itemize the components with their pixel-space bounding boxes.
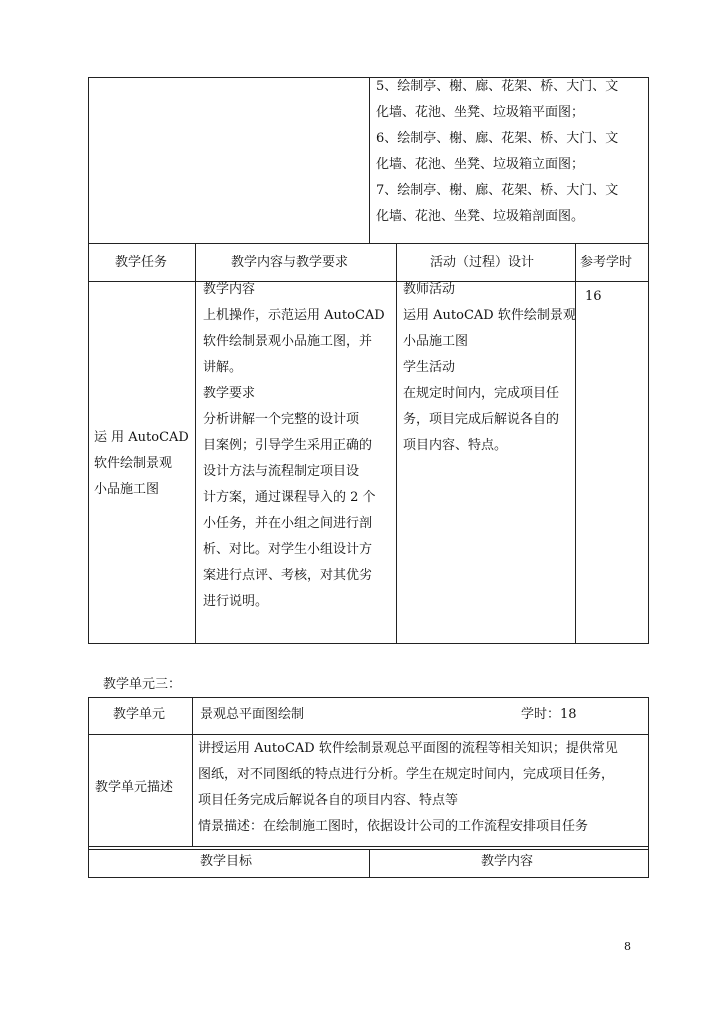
content-line: 案进行点评、考核，对其优劣 <box>203 568 373 583</box>
table-border-right <box>648 77 649 644</box>
header-content: 教学内容与教学要求 <box>231 255 349 270</box>
page-number: 8 <box>624 940 631 953</box>
unit-hours: 学时：18 <box>521 707 577 722</box>
drawing-task-line: 化墙、花池、坐凳、垃圾箱立面图； <box>376 157 585 172</box>
header-hours: 参考学时 <box>580 255 633 270</box>
activity-line: 学生活动 <box>403 360 456 375</box>
desc-line: 情景描述：在绘制施工图时，依据设计公司的工作流程安排项目任务 <box>198 819 589 834</box>
table-rule <box>369 849 370 878</box>
activity-cell <box>403 277 576 459</box>
drawing-task-line: 5、绘制亭、榭、廊、花架、桥、大门、文 <box>376 79 619 94</box>
table-rule <box>88 846 649 847</box>
table-rule <box>369 77 370 244</box>
header-activity: 活动（过程）设计 <box>430 255 535 270</box>
activity-line: 小品施工图 <box>403 334 469 349</box>
table-rule <box>195 243 196 644</box>
activity-line: 项目内容、特点。 <box>403 438 508 453</box>
content-line: 计方案，通过课程导入的 2 个 <box>203 490 376 505</box>
content-line: 设计方法与流程制定项目设 <box>203 464 360 479</box>
table-rule <box>88 734 649 735</box>
content-cell <box>203 277 385 615</box>
table-border-left <box>88 77 89 644</box>
hours-value: 16 <box>585 289 602 304</box>
table-border-bottom <box>88 643 648 644</box>
drawing-tasks-cell <box>376 74 618 230</box>
content-header: 教学内容 <box>481 854 534 869</box>
unit3-heading: 教学单元三： <box>103 677 182 692</box>
desc-label: 教学单元描述 <box>95 780 174 795</box>
drawing-task-line: 化墙、花池、坐凳、垃圾箱平面图； <box>376 105 585 120</box>
desc-line: 图纸，对不同图纸的特点进行分析。学生在规定时间内，完成项目任务， <box>198 767 615 782</box>
content-line: 目案例；引导学生采用正确的 <box>203 438 373 453</box>
activity-line: 在规定时间内，完成项目任 <box>403 386 560 401</box>
content-line: 教学内容 <box>203 282 256 297</box>
desc-line: 讲授运用 AutoCAD 软件绘制景观总平面图的流程等相关知识；提供常见 <box>198 741 618 756</box>
task-line: 运 用 AutoCAD <box>94 430 189 445</box>
table-border-right <box>648 697 649 878</box>
table-rule <box>396 243 397 644</box>
task-line: 软件绘制景观 <box>94 456 173 471</box>
table-border-top <box>88 697 649 698</box>
content-line: 析、对比。对学生小组设计方 <box>203 542 373 557</box>
table-rule <box>192 697 193 847</box>
content-line: 小任务，并在小组之间进行剖 <box>203 516 373 531</box>
task-cell <box>94 425 189 503</box>
task-line: 小品施工图 <box>94 482 160 497</box>
drawing-task-line: 6、绘制亭、榭、廊、花架、桥、大门、文 <box>376 131 619 146</box>
activity-line: 运用 AutoCAD 软件绘制景观 <box>403 308 576 323</box>
content-line: 上机操作，示范运用 AutoCAD <box>203 308 385 323</box>
table-border-left <box>88 697 89 878</box>
table-rule <box>88 243 648 244</box>
activity-line: 务，项目完成后解说各自的 <box>403 412 560 427</box>
unit-label: 教学单元 <box>113 707 166 722</box>
content-line: 分析讲解一个完整的设计项 <box>203 412 360 427</box>
content-line: 讲解。 <box>203 360 243 375</box>
content-line: 软件绘制景观小品施工图，并 <box>203 334 373 349</box>
desc-line: 项目任务完成后解说各自的项目内容、特点等 <box>198 793 459 808</box>
content-line: 进行说明。 <box>203 594 269 609</box>
drawing-task-line: 化墙、花池、坐凳、垃圾箱剖面图。 <box>376 209 585 224</box>
content-line: 教学要求 <box>203 386 256 401</box>
drawing-task-line: 7、绘制亭、榭、廊、花架、桥、大门、文 <box>376 183 619 198</box>
desc-cell <box>198 736 618 840</box>
header-task: 教学任务 <box>115 255 168 270</box>
unit-name: 景观总平面图绘制 <box>200 707 305 722</box>
activity-line: 教师活动 <box>403 282 456 297</box>
goal-header: 教学目标 <box>200 854 253 869</box>
